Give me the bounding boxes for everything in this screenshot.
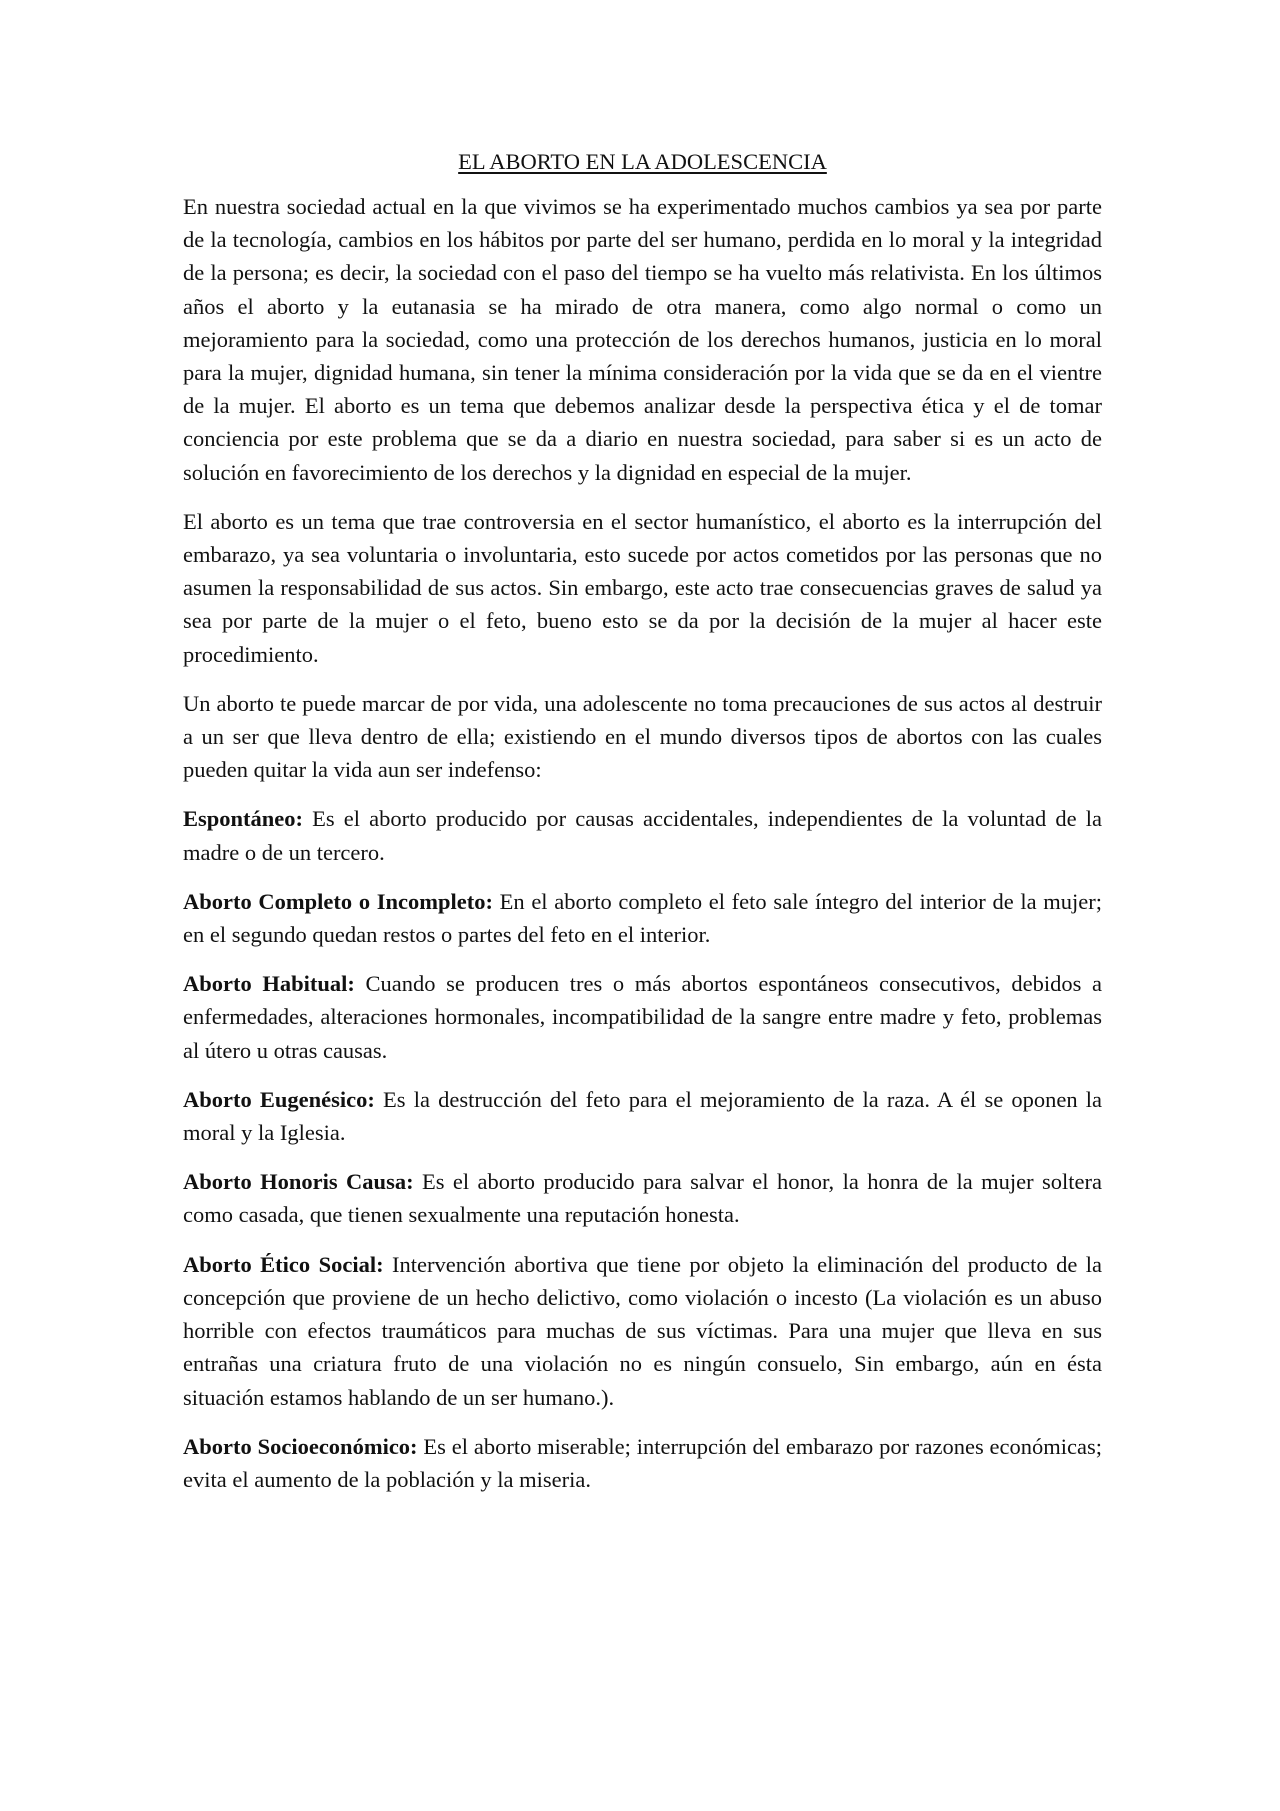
type-completo-incompleto (183, 885, 1102, 951)
document-title: EL ABORTO EN LA ADOLESCENCIA (458, 149, 827, 174)
type-habitual (183, 967, 1102, 1067)
type-description: Intervención abortiva que tiene por objeto la eliminación del producto de la concepción que proviene de un hecho delictivo, como violación o incesto (La violación es un abuso horrible con efectos traumáticos para muchas de sus víctimas. Para una mujer que lleva en sus entrañas una criatura fruto de una violación no es ningún consuelo, Sin embargo, aún en ésta situación estamos hablando de un ser humano.). (183, 1251, 1102, 1410)
types-intro-paragraph: Un aborto te puede marcar de por vida, una adolescente no toma precauciones de sus actos al destruir a un ser que lleva dentro de ella; existiendo en el mundo diversos tipos de abortos con las cuales pueden quitar la vida aun ser indefenso: (183, 690, 1102, 783)
type-term: Aborto Ético Social: (183, 1251, 384, 1277)
type-description: Es el aborto producido por causas accidentales, independientes de la voluntad de la madre o de un tercero. (183, 806, 1102, 865)
type-term: Aborto Socioeconómico: (183, 1433, 418, 1459)
type-honoris-causa (183, 1165, 1102, 1231)
type-term: Aborto Habitual: (183, 971, 355, 997)
type-eugenesico (183, 1083, 1102, 1149)
type-etico-social (183, 1248, 1102, 1414)
type-term: Espontáneo: (183, 806, 304, 832)
type-description: Es la destrucción del feto para el mejoramiento de la raza. A él se oponen la moral y la Iglesia. (183, 1086, 1102, 1146)
definition-paragraph: El aborto es un tema que trae controversia en el sector humanístico, el aborto es la interrupción del embarazo, ya sea voluntaria o involuntaria, esto sucede por actos cometidos por las personas que no asumen la responsabilidad de sus actos. Sin embargo, este acto trae consecuencias graves de salud ya sea por parte de la mujer o el feto, bueno esto se da por la decisión de la mujer al hacer este procedimiento. (183, 508, 1102, 667)
type-term: Aborto Eugenésico: (183, 1086, 375, 1112)
type-term: Aborto Honoris Causa: (183, 1169, 414, 1195)
type-description: En el aborto completo el feto sale íntegro del interior de la mujer; en el segundo quedan restos o partes del feto en el interior. (183, 888, 1102, 948)
intro-paragraph: En nuestra sociedad actual en la que vivimos se ha experimentado muchos cambios ya sea por parte de la tecnología, cambios en los hábitos por parte del ser humano, perdida en lo moral y la integridad de la persona; es decir, la sociedad con el paso del tiempo se ha vuelto más relativista. En los últimos años el aborto y la eutanasia se ha mirado de otra manera, como algo normal o como un mejoramiento para la sociedad, como una protección de los derechos humanos, justicia en lo moral para la mujer, dignidad humana, sin tener la mínima consideración por la vida que se da en el vientre de la mujer. El aborto es un tema que debemos analizar desde la perspectiva ética y el de tomar conciencia por este problema que se da a diario en nuestra sociedad, para saber si es un acto de solución en favorecimiento de los derechos y la dignidad en especial de la mujer. (183, 194, 1102, 485)
type-espontaneo (183, 802, 1102, 868)
type-term: Aborto Completo o Incompleto: (183, 888, 493, 914)
type-socioeconomico (183, 1430, 1102, 1496)
type-description: Es el aborto producido para salvar el honor, la honra de la mujer soltera como casada, que tienen sexualmente una reputación honesta. (183, 1169, 1102, 1228)
type-description: Es el aborto miserable; interrupción del embarazo por razones económicas; evita el aumento de la población y la miseria. (183, 1433, 1103, 1492)
document-body (183, 146, 1102, 1512)
type-description: Cuando se producen tres o más abortos espontáneos consecutivos, debidos a enfermedades, alteraciones hormonales, incompatibilidad de la sangre entre madre y feto, problemas al útero u otras causas. (183, 971, 1102, 1063)
